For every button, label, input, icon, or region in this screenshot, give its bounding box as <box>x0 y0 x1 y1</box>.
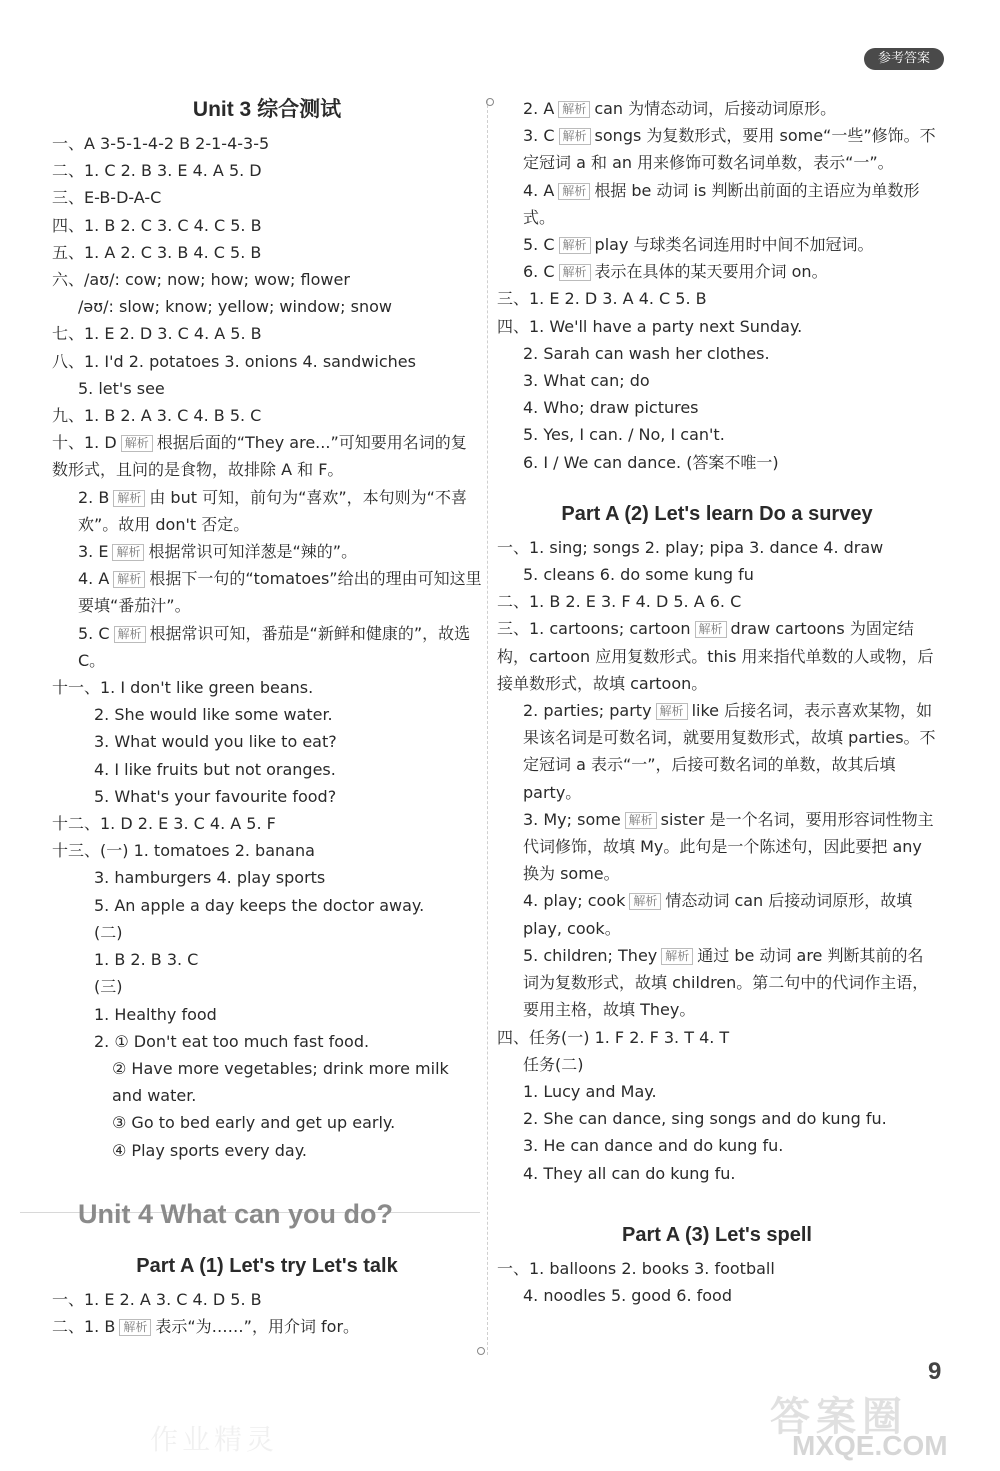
analysis-tag: 解析 <box>656 703 688 720</box>
explained-answer <box>52 620 482 674</box>
spacer <box>497 476 937 494</box>
answer-line: 3. What can; do <box>523 371 650 391</box>
part-a1-title: Part A (1) Let's try Let's talk <box>136 1254 398 1277</box>
explained-answer <box>497 887 937 941</box>
answer-line: 八、1. I'd 2. potatoes 3. onions 4. sandwiches <box>52 351 416 371</box>
answer-line: 一、1. E 2. A 3. C 4. D 5. B <box>52 1289 262 1309</box>
analysis-tag: 解析 <box>559 128 591 145</box>
answer-line: 6. I / We can dance. (答案不唯一) <box>523 452 779 472</box>
answer-line: 十一、1. I don't like green beans. <box>52 678 314 698</box>
binding-hole-top <box>486 98 494 106</box>
answer-line: 三、E-B-D-A-C <box>52 188 162 208</box>
answer-line: ④ Play sports every day. <box>112 1140 307 1160</box>
analysis-tag: 解析 <box>629 893 661 910</box>
answer-line: 四、1. B 2. C 3. C 4. C 5. B <box>52 215 262 235</box>
analysis-tag: 解析 <box>114 626 146 643</box>
analysis-text: 根据下一句的“tomatoes”给出的理由可知这里要填“番茄汁”。 <box>78 569 482 616</box>
explained-answer <box>497 95 937 122</box>
analysis-text: sister 是一个名词，要用形容词性物主代词修饰，故填 My。此句是一个陈述句，因此要把 any 换为 some。 <box>523 809 934 884</box>
answer-line: and water. <box>112 1086 197 1106</box>
answer-line: 2. She can dance, sing songs and do kung fu. <box>523 1109 887 1129</box>
watermark-url: MXQE.COM <box>792 1430 948 1461</box>
analysis-tag: 解析 <box>695 621 727 638</box>
analysis-tag: 解析 <box>113 490 145 507</box>
answer-line: 3. What would you like to eat? <box>94 732 337 752</box>
column-divider <box>487 100 488 1355</box>
answer-prefix: 十、1. D <box>52 433 117 453</box>
answer-line: 2. Sarah can wash her clothes. <box>523 343 770 363</box>
answer-line: (二) <box>94 922 123 942</box>
analysis-tag: 解析 <box>558 101 590 118</box>
answer-line: 九、1. B 2. A 3. C 4. B 5. C <box>52 406 262 426</box>
part-a2-title: Part A (2) Let's learn Do a survey <box>561 502 873 525</box>
answer-line: 二、1. B 2. E 3. F 4. D 5. A 6. C <box>497 592 742 612</box>
answer-line: 一、A 3-5-1-4-2 B 2-1-4-3-5 <box>52 134 270 153</box>
analysis-text: 表示“为……”，用介词 for。 <box>155 1316 360 1336</box>
unit4-title: Unit 4 What can you do? <box>78 1198 393 1229</box>
answer-prefix: 6. C <box>523 262 555 282</box>
answer-line: (三) <box>94 977 123 997</box>
analysis-tag: 解析 <box>559 264 591 281</box>
part-a3-title: Part A (3) Let's spell <box>622 1223 812 1246</box>
answer-line: 5. let's see <box>78 378 165 398</box>
answer-line: 5. cleans 6. do some kung fu <box>523 565 754 585</box>
answer-line: 三、1. E 2. D 3. A 4. C 5. B <box>497 289 707 309</box>
explained-answer <box>497 806 937 888</box>
answer-line: 2. ① Don't eat too much fast food. <box>94 1031 370 1051</box>
analysis-text: can 为情态动词，后接动词原形。 <box>594 99 837 118</box>
left-column <box>52 90 482 1340</box>
analysis-text: 根据常识可知，番茄是“新鲜和健康的”，故选 C。 <box>78 623 471 670</box>
answer-prefix: 3. E <box>78 542 109 562</box>
analysis-text: 根据 be 动词 is 判断出前面的主语应为单数形式。 <box>523 180 920 227</box>
answer-line: 4. Who; draw pictures <box>523 398 699 418</box>
explained-answer <box>497 942 937 1024</box>
answer-key-badge: 参考答案 <box>864 48 944 70</box>
explained-answer <box>52 538 482 565</box>
answer-line: 十二、1. D 2. E 3. C 4. A 5. F <box>52 814 276 834</box>
explained-answer <box>497 697 937 806</box>
answer-prefix: 5. children; They <box>523 945 658 965</box>
faded-stamp: 作业精灵 <box>150 1423 279 1456</box>
answer-line: 5. What's your favourite food? <box>94 786 337 806</box>
explained-answer <box>497 258 937 285</box>
answer-prefix: 2. A <box>523 99 555 118</box>
analysis-tag: 解析 <box>112 544 144 561</box>
analysis-text: draw cartoons 为固定结构，cartoon 应用复数形式。this 用来指代单数的人或物，后接单数形式，故填 cartoon。 <box>497 619 934 693</box>
answer-line: 七、1. E 2. D 3. C 4. A 5. B <box>52 324 262 344</box>
answer-line: 4. I like fruits but not oranges. <box>94 759 336 779</box>
answer-line: 一、1. sing; songs 2. play; pipa 3. dance 4. draw <box>497 537 884 557</box>
answer-line: 1. Healthy food <box>94 1004 217 1024</box>
answer-prefix: 4. A <box>78 569 110 589</box>
binding-hole-bottom <box>477 1347 485 1355</box>
answer-line: 十三、(一) 1. tomatoes 2. banana <box>52 841 315 861</box>
answer-prefix: 4. A <box>523 180 555 200</box>
answer-line: 五、1. A 2. C 3. B 4. C 5. B <box>52 242 262 262</box>
answer-line: 1. Lucy and May. <box>523 1081 657 1101</box>
answer-line: ② Have more vegetables; drink more milk <box>112 1058 449 1078</box>
answer-prefix: 三、1. cartoons; cartoon <box>497 619 691 639</box>
analysis-text: like 后接名词，表示喜欢某物，如果该名词是可数名词，就要用复数形式，故填 parties。不定冠词 a 表示“一”，后接可数名词的单数，故其后填 party。 <box>523 701 936 802</box>
analysis-text: songs 为复数形式，要用 some“一些”修饰。不定冠词 a 和 an 用来修饰可数名词单数，表示“一”。 <box>523 126 936 173</box>
explained-answer <box>497 615 937 697</box>
answer-line: 4. They all can do kung fu. <box>523 1163 736 1183</box>
analysis-text: 根据后面的“They are...”可知要用名词的复数形式，且问的是食物，故排除 A 和 F。 <box>52 433 467 480</box>
unit3-test-title: Unit 3 综合测试 <box>192 98 342 121</box>
answer-line: 四、任务(一) 1. F 2. F 3. T 4. T <box>497 1027 730 1047</box>
answer-line: 任务(二) <box>523 1054 584 1074</box>
explained-answer <box>52 429 482 483</box>
answer-prefix: 3. My; some <box>523 809 621 829</box>
explained-answer <box>52 1313 482 1340</box>
spacer <box>497 1187 937 1215</box>
answer-line: /əʊ/: slow; know; yellow; window; snow <box>78 297 392 317</box>
answer-line: 二、1. C 2. B 3. E 4. A 5. D <box>52 161 262 181</box>
answer-line: 3. He can dance and do kung fu. <box>523 1136 784 1156</box>
explained-answer <box>497 122 937 176</box>
answer-prefix: 3. C <box>523 126 555 146</box>
answer-line: 4. noodles 5. good 6. food <box>523 1285 732 1305</box>
analysis-tag: 解析 <box>625 812 657 829</box>
answer-line: 四、1. We'll have a party next Sunday. <box>497 316 803 336</box>
answer-line: 2. She would like some water. <box>94 705 333 725</box>
explained-answer <box>52 484 482 538</box>
answer-line: 一、1. balloons 2. books 3. football <box>497 1258 775 1278</box>
right-column <box>497 95 937 1309</box>
analysis-tag: 解析 <box>113 571 145 588</box>
analysis-text: 通过 be 动词 are 判断其前的名词为复数形式，故填 children。第二句中的代词作主语，要用主格，故填 They。 <box>523 945 929 1020</box>
analysis-tag: 解析 <box>121 435 153 452</box>
analysis-text: play 与球类名词连用时中间不加冠词。 <box>594 235 874 255</box>
explained-answer <box>52 565 482 619</box>
analysis-text: 表示在具体的某天要用介词 on。 <box>594 262 828 282</box>
answer-line: 5. An apple a day keeps the doctor away. <box>94 895 425 915</box>
answer-line: 1. B 2. B 3. C <box>94 950 199 970</box>
analysis-text: 由 but 可知，前句为“喜欢”，本句则为“不喜欢”。故用 don't 否定。 <box>78 487 467 534</box>
answer-prefix: 5. C <box>523 235 555 255</box>
answer-prefix: 5. C <box>78 623 110 643</box>
analysis-text: 情态动词 can 后接动词原形，故填 play, cook。 <box>523 891 913 938</box>
analysis-tag: 解析 <box>559 237 591 254</box>
answer-line: 3. hamburgers 4. play sports <box>94 868 326 888</box>
answer-prefix: 2. B <box>78 487 110 507</box>
explained-answer <box>497 177 937 231</box>
answer-line: 5. Yes, I can. / No, I can't. <box>523 425 725 445</box>
answer-prefix: 2. parties; party <box>523 701 652 721</box>
watermark-logo: 答案圈 <box>770 1395 908 1439</box>
spacer <box>52 1164 482 1182</box>
analysis-tag: 解析 <box>661 948 693 965</box>
answer-prefix: 4. play; cook <box>523 891 626 911</box>
answer-prefix: 二、1. B <box>52 1316 116 1336</box>
analysis-text: 根据常识可知洋葱是“辣的”。 <box>148 542 358 562</box>
explained-answer <box>497 231 937 258</box>
page-number: 9 <box>928 1358 942 1385</box>
answer-line: ③ Go to bed early and get up early. <box>112 1113 396 1133</box>
analysis-tag: 解析 <box>558 183 590 200</box>
answer-line: 六、/aʊ/: cow; now; how; wow; flower <box>52 270 350 290</box>
analysis-tag: 解析 <box>119 1319 151 1336</box>
